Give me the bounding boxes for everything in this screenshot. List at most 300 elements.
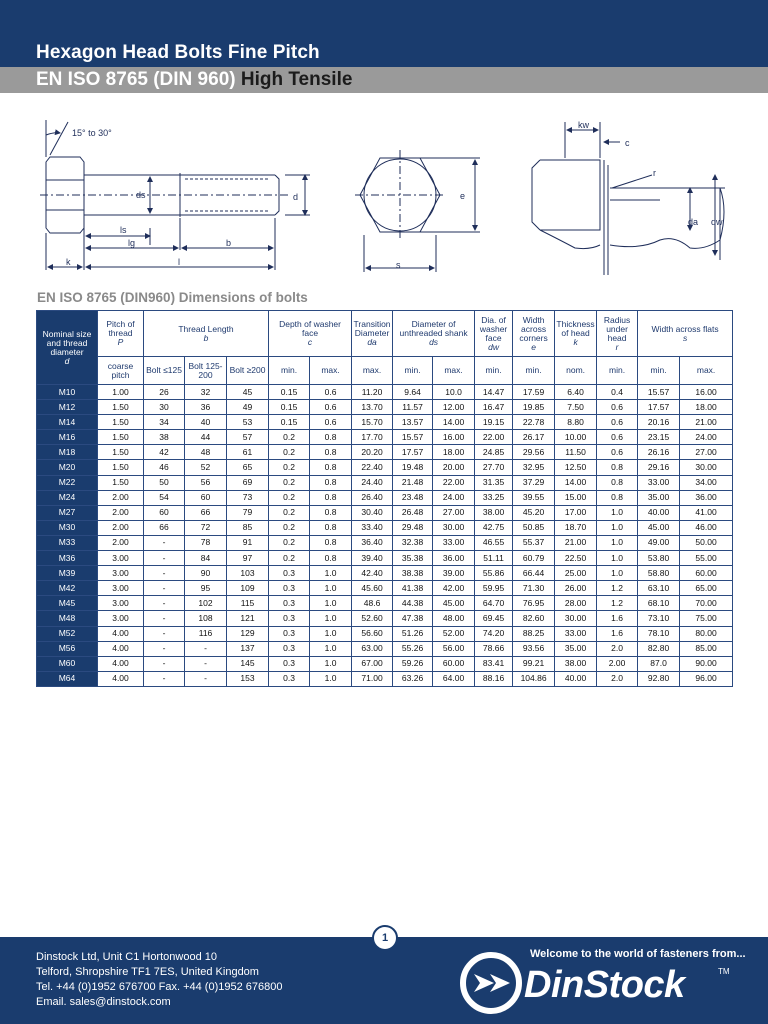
table-cell: 52 xyxy=(185,460,227,475)
table-row xyxy=(37,445,733,460)
table-cell: 55.26 xyxy=(393,641,433,656)
table-cell: 20.00 xyxy=(433,460,475,475)
table-cell: 36.00 xyxy=(433,551,475,566)
table-row xyxy=(37,671,733,686)
table-cell: 104.86 xyxy=(513,671,555,686)
max-subheader: max. xyxy=(310,357,352,385)
table-cell: 108 xyxy=(185,611,227,626)
table-row xyxy=(37,400,733,415)
table-cell: 78.10 xyxy=(638,626,680,641)
table-cell: 51.11 xyxy=(475,551,513,566)
table-cell: 11.50 xyxy=(555,445,597,460)
table-cell: 0.2 xyxy=(269,490,310,505)
table-cell: 0.2 xyxy=(269,520,310,535)
grade-label: High Tensile xyxy=(240,69,353,90)
table-row xyxy=(37,551,733,566)
table-cell: 15.70 xyxy=(352,415,393,430)
table-cell: 82.80 xyxy=(638,641,680,656)
bolt-size-cell: M12 xyxy=(37,400,98,415)
table-cell: 2.00 xyxy=(98,520,144,535)
k-label: k xyxy=(66,257,71,267)
table-cell: 22.50 xyxy=(555,551,597,566)
table-cell: 1.0 xyxy=(310,581,352,596)
table-cell: 0.3 xyxy=(269,566,310,581)
table-cell: 45.00 xyxy=(638,520,680,535)
table-cell: 85 xyxy=(227,520,269,535)
table-cell: 0.2 xyxy=(269,475,310,490)
table-cell: 1.0 xyxy=(310,596,352,611)
table-cell: 55.00 xyxy=(680,551,733,566)
table-cell: 1.00 xyxy=(98,385,144,400)
bolt-125-subheader: Bolt ≤125 xyxy=(144,357,185,385)
nominal-size-header: Nominal size and thread diameter d xyxy=(37,311,98,385)
table-cell: 72 xyxy=(185,520,227,535)
table-cell: 63.00 xyxy=(352,641,393,656)
address-line-1: Dinstock Ltd, Unit C1 Hortonwood 10 xyxy=(36,951,217,963)
table-cell: 0.8 xyxy=(310,430,352,445)
table-cell: 0.3 xyxy=(269,596,310,611)
table-cell: 42.00 xyxy=(433,581,475,596)
table-cell: 17.59 xyxy=(513,385,555,400)
table-cell: 10.0 xyxy=(433,385,475,400)
table-cell: 11.20 xyxy=(352,385,393,400)
table-cell: 61 xyxy=(227,445,269,460)
bolt-size-cell: M64 xyxy=(37,671,98,686)
table-cell: 18.00 xyxy=(433,445,475,460)
table-cell: 0.8 xyxy=(597,475,638,490)
radius-header: Radius under head r xyxy=(597,311,638,357)
bolt-size-cell: M24 xyxy=(37,490,98,505)
table-cell: 78.66 xyxy=(475,641,513,656)
table-cell: - xyxy=(144,551,185,566)
dinstock-logo-icon xyxy=(460,952,522,1014)
table-cell: 36 xyxy=(185,400,227,415)
table-cell: 2.00 xyxy=(98,490,144,505)
table-cell: 66 xyxy=(185,505,227,520)
b-label: b xyxy=(226,238,232,248)
table-cell: 121 xyxy=(227,611,269,626)
table-cell: 8.80 xyxy=(555,415,597,430)
table-cell: 46.00 xyxy=(680,520,733,535)
header-row-groups xyxy=(37,311,733,357)
table-cell: 26.00 xyxy=(555,581,597,596)
ls-label: ls xyxy=(120,225,127,235)
table-cell: 21.00 xyxy=(555,535,597,550)
l-label: l xyxy=(178,257,180,267)
table-cell: 40.00 xyxy=(555,671,597,686)
table-cell: 39.55 xyxy=(513,490,555,505)
table-cell: 71.00 xyxy=(352,671,393,686)
dimensions-table-body xyxy=(37,385,733,687)
table-cell: 35.00 xyxy=(638,490,680,505)
table-cell: 39.40 xyxy=(352,551,393,566)
table-cell: 47.38 xyxy=(393,611,433,626)
min-subheader: min. xyxy=(638,357,680,385)
section-title: EN ISO 8765 (DIN960) Dimensions of bolts xyxy=(37,290,308,305)
table-cell: 32 xyxy=(185,385,227,400)
table-cell: 137 xyxy=(227,641,269,656)
table-cell: 1.0 xyxy=(310,671,352,686)
table-row xyxy=(37,581,733,596)
table-cell: 6.40 xyxy=(555,385,597,400)
table-cell: - xyxy=(185,641,227,656)
table-cell: 44.38 xyxy=(393,596,433,611)
table-cell: 4.00 xyxy=(98,626,144,641)
table-cell: 34.00 xyxy=(680,475,733,490)
table-cell: 0.8 xyxy=(310,505,352,520)
page-title: Hexagon Head Bolts Fine Pitch xyxy=(36,42,320,63)
table-cell: 24.85 xyxy=(475,445,513,460)
table-cell: 0.8 xyxy=(310,475,352,490)
bolt-size-cell: M48 xyxy=(37,611,98,626)
bolt-size-cell: M52 xyxy=(37,626,98,641)
table-cell: 3.00 xyxy=(98,596,144,611)
table-cell: 0.3 xyxy=(269,656,310,671)
table-cell: 18.70 xyxy=(555,520,597,535)
table-cell: 48.6 xyxy=(352,596,393,611)
table-cell: 17.70 xyxy=(352,430,393,445)
table-cell: 1.6 xyxy=(597,626,638,641)
table-cell: 63.10 xyxy=(638,581,680,596)
table-cell: 63.26 xyxy=(393,671,433,686)
table-cell: 1.50 xyxy=(98,445,144,460)
table-row xyxy=(37,385,733,400)
table-cell: 0.2 xyxy=(269,535,310,550)
table-cell: 71.30 xyxy=(513,581,555,596)
table-cell: 19.48 xyxy=(393,460,433,475)
table-cell: 52.00 xyxy=(433,626,475,641)
table-cell: 38 xyxy=(144,430,185,445)
table-cell: 22.00 xyxy=(475,430,513,445)
table-cell: 33.00 xyxy=(555,626,597,641)
table-cell: 2.00 xyxy=(597,656,638,671)
r-label: r xyxy=(653,168,656,178)
table-row xyxy=(37,626,733,641)
table-cell: 24.40 xyxy=(352,475,393,490)
table-cell: 0.8 xyxy=(310,520,352,535)
table-cell: 33.25 xyxy=(475,490,513,505)
table-cell: 24.00 xyxy=(433,490,475,505)
table-cell: 30.00 xyxy=(555,611,597,626)
table-cell: 1.50 xyxy=(98,460,144,475)
table-cell: 1.0 xyxy=(597,566,638,581)
bolt-size-cell: M42 xyxy=(37,581,98,596)
width-flats-header: Width across flats s xyxy=(638,311,733,357)
table-cell: 0.6 xyxy=(597,430,638,445)
table-cell: 55.37 xyxy=(513,535,555,550)
table-cell: 93.56 xyxy=(513,641,555,656)
table-cell: 45 xyxy=(227,385,269,400)
table-cell: 1.50 xyxy=(98,415,144,430)
dinstock-logo-text: DinStock xyxy=(524,964,685,1006)
table-cell: 35.38 xyxy=(393,551,433,566)
table-cell: 0.2 xyxy=(269,460,310,475)
table-cell: 78 xyxy=(185,535,227,550)
table-cell: - xyxy=(144,626,185,641)
bolt-size-cell: M18 xyxy=(37,445,98,460)
table-cell: 3.00 xyxy=(98,581,144,596)
table-cell: 49 xyxy=(227,400,269,415)
bolt-125-200-subheader: Bolt 125-200 xyxy=(185,357,227,385)
table-cell: 92.80 xyxy=(638,671,680,686)
table-cell: 59.95 xyxy=(475,581,513,596)
bolt-size-cell: M27 xyxy=(37,505,98,520)
table-cell: 42.75 xyxy=(475,520,513,535)
table-cell: 40 xyxy=(185,415,227,430)
table-cell: 42.40 xyxy=(352,566,393,581)
table-cell: - xyxy=(144,671,185,686)
width-corners-header: Width across corners e xyxy=(513,311,555,357)
table-cell: 14.47 xyxy=(475,385,513,400)
table-cell: - xyxy=(185,656,227,671)
table-cell: 68.10 xyxy=(638,596,680,611)
table-cell: 0.6 xyxy=(310,415,352,430)
table-cell: 26.16 xyxy=(638,445,680,460)
table-cell: 26.40 xyxy=(352,490,393,505)
dw-label: dw xyxy=(711,217,723,227)
bolt-size-cell: M39 xyxy=(37,566,98,581)
bolt-size-cell: M45 xyxy=(37,596,98,611)
table-cell: 17.57 xyxy=(393,445,433,460)
table-cell: 36.00 xyxy=(680,490,733,505)
min-subheader: min. xyxy=(393,357,433,385)
table-row xyxy=(37,535,733,550)
table-cell: 66 xyxy=(144,520,185,535)
table-row xyxy=(37,430,733,445)
table-cell: 116 xyxy=(185,626,227,641)
table-cell: 2.00 xyxy=(98,505,144,520)
table-cell: 4.00 xyxy=(98,641,144,656)
s-label: s xyxy=(396,260,401,270)
table-cell: 1.0 xyxy=(310,641,352,656)
table-cell: 19.85 xyxy=(513,400,555,415)
table-cell: 73.10 xyxy=(638,611,680,626)
washer-depth-header: Depth of washer face c xyxy=(269,311,352,357)
table-cell: 90.00 xyxy=(680,656,733,671)
table-cell: 38.38 xyxy=(393,566,433,581)
phone-fax-line: Tel. +44 (0)1952 676700 Fax. +44 (0)1952 676800 xyxy=(36,981,283,993)
table-cell: 27.00 xyxy=(433,505,475,520)
table-cell: 69 xyxy=(227,475,269,490)
table-cell: 16.47 xyxy=(475,400,513,415)
table-cell: 60.00 xyxy=(433,656,475,671)
table-cell: 80.00 xyxy=(680,626,733,641)
table-cell: 57 xyxy=(227,430,269,445)
table-cell: 0.15 xyxy=(269,415,310,430)
table-cell: 0.2 xyxy=(269,505,310,520)
table-cell: 115 xyxy=(227,596,269,611)
nom-subheader: nom. xyxy=(555,357,597,385)
table-cell: 26.48 xyxy=(393,505,433,520)
table-cell: 1.2 xyxy=(597,581,638,596)
table-cell: 0.2 xyxy=(269,430,310,445)
table-cell: - xyxy=(144,596,185,611)
bolt-end-view xyxy=(355,150,480,272)
table-cell: 58.80 xyxy=(638,566,680,581)
angle-label: 15° to 30° xyxy=(72,128,112,138)
unthreaded-shank-header: Diameter of unthreaded shank ds xyxy=(393,311,475,357)
table-cell: 0.3 xyxy=(269,671,310,686)
table-cell: 0.3 xyxy=(269,626,310,641)
page-number: 1 xyxy=(372,925,398,951)
table-cell: 0.6 xyxy=(310,385,352,400)
table-cell: 46.55 xyxy=(475,535,513,550)
bolt-size-cell: M56 xyxy=(37,641,98,656)
dimensions-table xyxy=(36,310,733,687)
table-cell: 24.00 xyxy=(680,430,733,445)
table-cell: 79 xyxy=(227,505,269,520)
table-cell: 12.00 xyxy=(433,400,475,415)
table-cell: 18.00 xyxy=(680,400,733,415)
table-cell: - xyxy=(144,581,185,596)
table-cell: 1.0 xyxy=(310,566,352,581)
table-cell: 97 xyxy=(227,551,269,566)
table-cell: 32.38 xyxy=(393,535,433,550)
table-cell: 88.16 xyxy=(475,671,513,686)
table-cell: 90 xyxy=(185,566,227,581)
table-cell: 13.57 xyxy=(393,415,433,430)
table-cell: 51.26 xyxy=(393,626,433,641)
table-cell: 4.00 xyxy=(98,656,144,671)
min-subheader: min. xyxy=(269,357,310,385)
table-cell: 30.00 xyxy=(433,520,475,535)
table-cell: 17.57 xyxy=(638,400,680,415)
table-cell: 30.00 xyxy=(680,460,733,475)
table-cell: 10.00 xyxy=(555,430,597,445)
table-cell: - xyxy=(144,566,185,581)
table-cell: 88.25 xyxy=(513,626,555,641)
table-cell: 69.45 xyxy=(475,611,513,626)
table-cell: 4.00 xyxy=(98,671,144,686)
table-cell: 26 xyxy=(144,385,185,400)
bolt-size-cell: M36 xyxy=(37,551,98,566)
table-cell: 56 xyxy=(185,475,227,490)
table-cell: 45.60 xyxy=(352,581,393,596)
table-cell: 83.41 xyxy=(475,656,513,671)
table-cell: 0.3 xyxy=(269,611,310,626)
table-cell: - xyxy=(185,671,227,686)
table-cell: 15.00 xyxy=(555,490,597,505)
table-cell: 55.86 xyxy=(475,566,513,581)
table-cell: 64.70 xyxy=(475,596,513,611)
table-cell: 1.0 xyxy=(310,611,352,626)
table-cell: 7.50 xyxy=(555,400,597,415)
table-cell: 0.8 xyxy=(310,490,352,505)
address-line-2: Telford, Shropshire TF1 7ES, United Kingdom xyxy=(36,966,259,978)
table-cell: 0.6 xyxy=(597,415,638,430)
table-cell: 1.0 xyxy=(597,551,638,566)
email-line: Email. sales@dinstock.com xyxy=(36,996,171,1008)
table-cell: 60 xyxy=(185,490,227,505)
table-cell: 50.85 xyxy=(513,520,555,535)
table-cell: 14.00 xyxy=(555,475,597,490)
table-cell: 53 xyxy=(227,415,269,430)
table-cell: 23.15 xyxy=(638,430,680,445)
table-cell: 73 xyxy=(227,490,269,505)
table-cell: 2.0 xyxy=(597,671,638,686)
c-label: c xyxy=(625,138,630,148)
table-cell: 33.00 xyxy=(433,535,475,550)
da-label: da xyxy=(688,217,699,227)
table-cell: 15.57 xyxy=(638,385,680,400)
table-cell: 33.00 xyxy=(638,475,680,490)
washer-diameter-header: Dia. of washer face dw xyxy=(475,311,513,357)
table-cell: 23.48 xyxy=(393,490,433,505)
table-cell: 28.00 xyxy=(555,596,597,611)
table-cell: 85.00 xyxy=(680,641,733,656)
table-row xyxy=(37,460,733,475)
table-cell: 1.0 xyxy=(597,535,638,550)
table-cell: 102 xyxy=(185,596,227,611)
table-cell: 0.6 xyxy=(597,400,638,415)
bolt-size-cell: M22 xyxy=(37,475,98,490)
bolt-size-cell: M14 xyxy=(37,415,98,430)
table-cell: 76.95 xyxy=(513,596,555,611)
table-cell: 145 xyxy=(227,656,269,671)
table-row xyxy=(37,596,733,611)
table-row xyxy=(37,490,733,505)
header-row-subcolumns xyxy=(37,357,733,385)
bolt-size-cell: M60 xyxy=(37,656,98,671)
table-cell: 0.6 xyxy=(310,400,352,415)
table-cell: 56.60 xyxy=(352,626,393,641)
table-cell: 50 xyxy=(144,475,185,490)
table-cell: 14.00 xyxy=(433,415,475,430)
lg-label: lg xyxy=(128,238,136,248)
table-cell: 22.40 xyxy=(352,460,393,475)
table-cell: 29.56 xyxy=(513,445,555,460)
table-cell: 1.0 xyxy=(310,626,352,641)
table-row xyxy=(37,566,733,581)
table-cell: 0.15 xyxy=(269,385,310,400)
table-cell: 46 xyxy=(144,460,185,475)
bolt-size-cell: M33 xyxy=(37,535,98,550)
table-cell: 30 xyxy=(144,400,185,415)
table-cell: 41.38 xyxy=(393,581,433,596)
max-subheader: max. xyxy=(352,357,393,385)
table-cell: - xyxy=(144,611,185,626)
table-cell: 36.40 xyxy=(352,535,393,550)
table-cell: 40.00 xyxy=(638,505,680,520)
table-cell: 21.00 xyxy=(680,415,733,430)
table-cell: 44 xyxy=(185,430,227,445)
table-cell: 87.0 xyxy=(638,656,680,671)
table-cell: 0.2 xyxy=(269,445,310,460)
table-cell: 48.00 xyxy=(433,611,475,626)
table-cell: 34 xyxy=(144,415,185,430)
bolt-side-view xyxy=(40,120,310,270)
head-thickness-header: Thickness of head k xyxy=(555,311,597,357)
transition-header: Transition Diameter da xyxy=(352,311,393,357)
table-cell: 13.70 xyxy=(352,400,393,415)
table-cell: 153 xyxy=(227,671,269,686)
table-cell: 1.0 xyxy=(597,520,638,535)
table-cell: 29.48 xyxy=(393,520,433,535)
table-cell: 65.00 xyxy=(680,581,733,596)
table-cell: 45.20 xyxy=(513,505,555,520)
table-cell: 82.60 xyxy=(513,611,555,626)
table-cell: 2.0 xyxy=(597,641,638,656)
table-cell: 1.50 xyxy=(98,400,144,415)
table-cell: 95 xyxy=(185,581,227,596)
table-cell: 1.50 xyxy=(98,475,144,490)
table-row xyxy=(37,520,733,535)
table-cell: 91 xyxy=(227,535,269,550)
table-cell: 53.80 xyxy=(638,551,680,566)
e-label: e xyxy=(460,191,466,201)
table-cell: 41.00 xyxy=(680,505,733,520)
table-cell: 48 xyxy=(185,445,227,460)
